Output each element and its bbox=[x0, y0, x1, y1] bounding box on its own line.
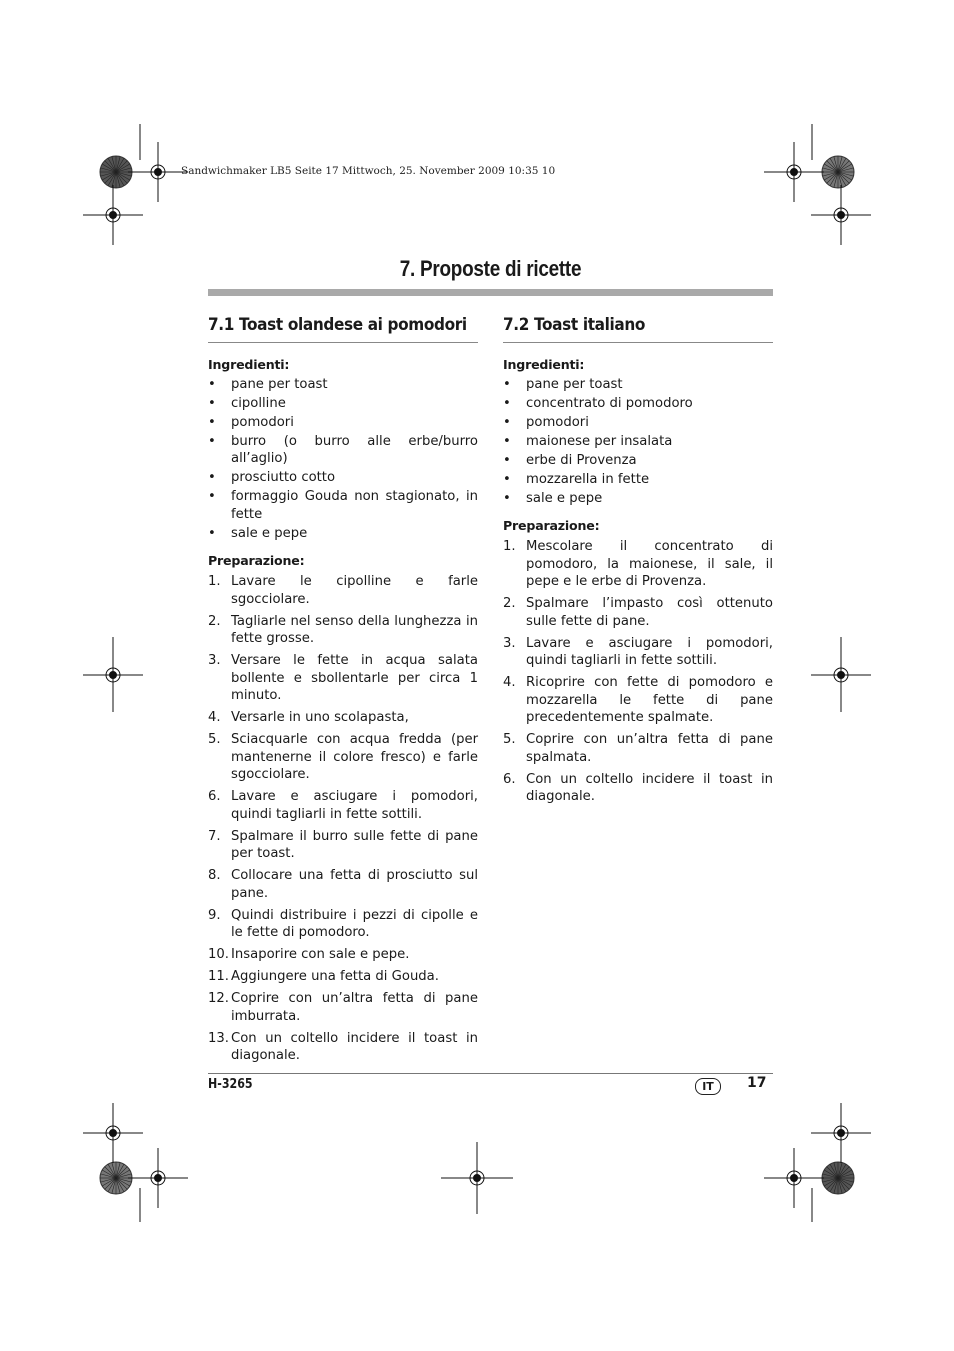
bullet-glyph: • bbox=[503, 376, 511, 392]
step-item bbox=[208, 968, 478, 986]
step-text: Lavare le cipolline e farle sgocciolare. bbox=[231, 574, 478, 607]
ingredient-text: pomodori bbox=[231, 414, 294, 430]
ingredient-text: cipolline bbox=[231, 395, 286, 411]
ingredient-item bbox=[208, 433, 478, 468]
step-number: 3. bbox=[503, 635, 516, 651]
bullet-glyph: • bbox=[208, 376, 216, 392]
ingredients-list bbox=[208, 376, 478, 543]
ingredient-item bbox=[208, 376, 478, 394]
step-text: Lavare e asciugare i pomodori, quindi tagliarli in fette sottili. bbox=[231, 789, 478, 822]
step-number: 11. bbox=[208, 969, 229, 985]
ingredient-item bbox=[208, 525, 478, 543]
step-item bbox=[208, 788, 478, 823]
ingredient-item bbox=[503, 433, 773, 451]
ingredient-item bbox=[503, 376, 773, 394]
step-item bbox=[208, 990, 478, 1025]
ingredient-text: formaggio Gouda non stagionato, in fette bbox=[231, 489, 478, 522]
bullet-glyph: • bbox=[208, 395, 216, 411]
step-number: 1. bbox=[503, 539, 516, 555]
step-text: Aggiungere una fetta di Gouda. bbox=[231, 969, 439, 985]
bullet-glyph: • bbox=[208, 526, 216, 542]
step-text: Coprire con un’altra fetta di pane spalmata. bbox=[526, 732, 773, 765]
section-heading: 7.1 Toast olandese ai pomodori bbox=[208, 312, 478, 343]
step-text: Con un coltello incidere il toast in diagonale. bbox=[231, 1030, 478, 1064]
ingredients-label: Ingredienti: bbox=[503, 357, 585, 372]
bullet-glyph: • bbox=[208, 470, 216, 486]
ingredient-item bbox=[503, 395, 773, 413]
registration-mark-part bbox=[838, 212, 845, 219]
registration-mark-part bbox=[791, 1175, 798, 1182]
ingredient-text: pomodori bbox=[526, 414, 589, 430]
step-text: Con un coltello incidere il toast in diagonale. bbox=[526, 771, 773, 805]
ingredient-text: pane per toast bbox=[526, 376, 623, 392]
steps-list bbox=[503, 538, 773, 806]
bullet-glyph: • bbox=[503, 471, 511, 487]
step-text: Collocare una fetta di prosciutto sul pane. bbox=[231, 868, 478, 901]
step-item bbox=[503, 635, 773, 670]
registration-mark-part bbox=[110, 1130, 117, 1137]
page-number: 17 bbox=[747, 1075, 767, 1091]
step-text: Spalmare il burro sulle fette di pane per toast. bbox=[231, 828, 478, 862]
step-text: Ricoprire con fette di pomodoro e mozzarella le fette di pane precedentemente spalmate. bbox=[526, 675, 773, 726]
registration-mark-part bbox=[791, 169, 798, 176]
ingredient-text: prosciutto cotto bbox=[231, 470, 336, 486]
registration-mark-part bbox=[838, 1130, 845, 1137]
preparation-label: Preparazione: bbox=[503, 517, 600, 533]
registration-mark-part bbox=[155, 169, 162, 176]
ingredient-text: mozzarella in fette bbox=[526, 471, 650, 487]
ingredient-text: pane per toast bbox=[231, 376, 328, 392]
footer-rule bbox=[208, 1073, 773, 1074]
registration-mark-part bbox=[155, 1175, 162, 1182]
step-item bbox=[208, 867, 478, 902]
language-badge: IT bbox=[695, 1078, 721, 1095]
step-item bbox=[208, 573, 478, 608]
step-number: 4. bbox=[503, 675, 516, 691]
ingredient-item bbox=[208, 395, 478, 413]
registration-mark-part bbox=[474, 1175, 481, 1182]
step-item bbox=[208, 1030, 478, 1065]
print-slug: Sandwichmaker LB5 Seite 17 Mittwoch, 25. November 2009 10:35 10 bbox=[181, 165, 556, 177]
step-item bbox=[503, 595, 773, 630]
step-item bbox=[208, 907, 478, 942]
step-number: 3. bbox=[208, 653, 221, 669]
step-text: Insaporire con sale e pepe. bbox=[231, 947, 410, 963]
bullet-glyph: • bbox=[503, 452, 511, 468]
step-number: 1. bbox=[208, 574, 221, 590]
step-number: 6. bbox=[503, 771, 516, 787]
ingredients-list bbox=[503, 376, 773, 508]
bullet-glyph: • bbox=[208, 433, 216, 449]
ingredient-item bbox=[503, 490, 773, 508]
preparation-label: Preparazione: bbox=[208, 552, 305, 568]
step-text: Versarle in uno scolapasta, bbox=[231, 710, 409, 726]
step-text: Versare le fette in acqua salata bollente e sbollentarle per circa 1 minuto. bbox=[231, 653, 478, 704]
step-number: 13. bbox=[208, 1030, 229, 1046]
bullet-glyph: • bbox=[503, 395, 511, 411]
ingredient-item bbox=[208, 488, 478, 523]
step-item bbox=[208, 709, 478, 727]
step-number: 5. bbox=[208, 732, 221, 748]
step-item bbox=[503, 538, 773, 591]
bullet-glyph: • bbox=[503, 414, 511, 430]
step-text: Quindi distribuire i pezzi di cipolle e le fette di pomodoro. bbox=[231, 907, 478, 941]
ingredients-label: Ingredienti: bbox=[208, 357, 290, 372]
step-text: Spalmare l’impasto così ottenuto sulle fette di pane. bbox=[526, 596, 773, 629]
title-bar bbox=[208, 289, 773, 296]
bullet-glyph: • bbox=[208, 489, 216, 505]
step-item bbox=[503, 731, 773, 766]
ingredient-text: sale e pepe bbox=[526, 491, 603, 507]
step-text: Lavare e asciugare i pomodori, quindi tagliarli in fette sottili. bbox=[526, 635, 773, 669]
step-number: 6. bbox=[208, 789, 221, 805]
recipe-column-right bbox=[503, 312, 773, 810]
recipe-column-left bbox=[208, 312, 478, 1069]
page-title: 7. Proposte di ricette bbox=[399, 256, 582, 281]
step-number: 5. bbox=[503, 732, 516, 748]
bullet-glyph: • bbox=[503, 433, 511, 449]
bullet-glyph: • bbox=[208, 414, 216, 430]
ingredient-text: maionese per insalata bbox=[526, 433, 673, 449]
step-number: 4. bbox=[208, 710, 221, 726]
model-code: H-3265 bbox=[208, 1077, 253, 1092]
registration-mark-part bbox=[110, 212, 117, 219]
ingredient-item bbox=[503, 471, 773, 489]
ingredient-item bbox=[208, 469, 478, 487]
steps-list bbox=[208, 573, 478, 1065]
step-item bbox=[208, 652, 478, 705]
ingredient-text: burro (o burro alle erbe/burro all’aglio) bbox=[231, 433, 478, 467]
step-number: 8. bbox=[208, 868, 221, 884]
ingredient-item bbox=[208, 414, 478, 432]
step-item bbox=[208, 828, 478, 863]
step-text: Sciacquarle con acqua fredda (per mantenerne il colore fresco) e farle sgocciolare. bbox=[231, 732, 478, 783]
step-item bbox=[208, 731, 478, 784]
section-heading: 7.2 Toast italiano bbox=[503, 312, 773, 343]
step-number: 12. bbox=[208, 991, 229, 1007]
ingredient-item bbox=[503, 452, 773, 470]
step-text: Mescolare il concentrato di pomodoro, la maionese, il sale, il pepe e le erbe di Provenza. bbox=[526, 539, 773, 590]
step-number: 2. bbox=[208, 613, 221, 629]
ingredient-text: concentrato di pomodoro bbox=[526, 395, 693, 411]
ingredient-text: erbe di Provenza bbox=[526, 452, 637, 468]
ingredient-item bbox=[503, 414, 773, 432]
step-text: Coprire con un’altra fetta di pane imburrata. bbox=[231, 991, 478, 1024]
step-item bbox=[208, 613, 478, 648]
step-item bbox=[503, 674, 773, 727]
ingredient-text: sale e pepe bbox=[231, 526, 308, 542]
step-number: 7. bbox=[208, 828, 221, 844]
step-number: 10. bbox=[208, 947, 229, 963]
step-number: 2. bbox=[503, 596, 516, 612]
step-item bbox=[208, 946, 478, 964]
bullet-glyph: • bbox=[503, 491, 511, 507]
step-item bbox=[503, 771, 773, 806]
step-text: Tagliarle nel senso della lunghezza in fette grosse. bbox=[231, 613, 478, 647]
step-number: 9. bbox=[208, 907, 221, 923]
